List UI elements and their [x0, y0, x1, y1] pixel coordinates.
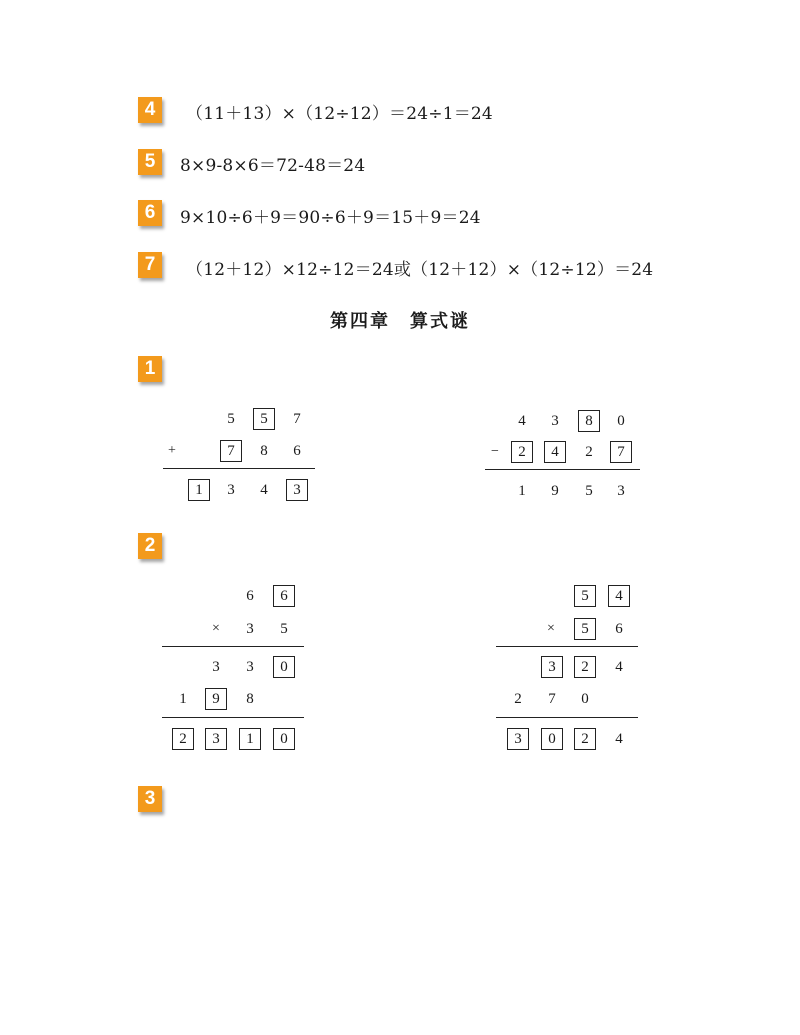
filled-digit-box: 6 [273, 585, 295, 607]
multiply-operator: × [547, 621, 555, 636]
digit: 7 [548, 691, 556, 707]
sum-line [162, 717, 304, 718]
filled-digit-box: 1 [239, 728, 261, 750]
digit: 1 [179, 691, 187, 707]
filled-digit-box: 4 [544, 441, 566, 463]
digit: 3 [551, 413, 559, 429]
filled-digit-box: 0 [273, 656, 295, 678]
digit: 7 [293, 411, 301, 427]
filled-digit-box: 3 [286, 479, 308, 501]
filled-digit-box: 5 [574, 585, 596, 607]
plus-operator: + [168, 443, 176, 458]
digit: 3 [212, 659, 220, 675]
sum-line [496, 717, 638, 718]
product-line [496, 646, 638, 647]
difference-line [485, 469, 640, 470]
digit: 3 [246, 659, 254, 675]
filled-digit-box: 2 [172, 728, 194, 750]
digit: 6 [615, 621, 623, 637]
filled-digit-box: 2 [511, 441, 533, 463]
digit: 6 [246, 588, 254, 604]
digit: 3 [227, 482, 235, 498]
minus-operator: − [491, 444, 499, 459]
filled-digit-box: 0 [541, 728, 563, 750]
digit: 4 [518, 413, 526, 429]
filled-digit-box: 9 [205, 688, 227, 710]
digit: 2 [514, 691, 522, 707]
filled-digit-box: 5 [253, 408, 275, 430]
item-number-badge: 7 [138, 252, 162, 278]
filled-digit-box: 5 [574, 618, 596, 640]
item-number-badge: 6 [138, 200, 162, 226]
digit: 0 [581, 691, 589, 707]
filled-digit-box: 2 [574, 728, 596, 750]
digit: 2 [585, 444, 593, 460]
digit: 5 [227, 411, 235, 427]
filled-digit-box: 4 [608, 585, 630, 607]
filled-digit-box: 3 [541, 656, 563, 678]
filled-digit-box: 7 [220, 440, 242, 462]
item-number-badge: 5 [138, 149, 162, 175]
filled-digit-box: 8 [578, 410, 600, 432]
equation-text: （12＋12）×12÷12＝24或（12＋12）×（12÷12）＝24 [186, 260, 654, 280]
digit: 5 [280, 621, 288, 637]
section-number-badge: 1 [138, 356, 162, 382]
filled-digit-box: 3 [205, 728, 227, 750]
filled-digit-box: 7 [610, 441, 632, 463]
digit: 8 [246, 691, 254, 707]
digit: 8 [260, 443, 268, 459]
digit: 0 [617, 413, 625, 429]
filled-digit-box: 3 [507, 728, 529, 750]
digit: 3 [617, 483, 625, 499]
equation-text: 8×9-8×6＝72-48＝24 [180, 156, 366, 176]
multiply-operator: × [212, 621, 220, 636]
digit: 5 [585, 483, 593, 499]
digit: 6 [293, 443, 301, 459]
filled-digit-box: 1 [188, 479, 210, 501]
section-number-badge: 3 [138, 786, 162, 812]
filled-digit-box: 0 [273, 728, 295, 750]
section-number-badge: 2 [138, 533, 162, 559]
digit: 3 [246, 621, 254, 637]
digit: 1 [518, 483, 526, 499]
digit: 9 [551, 483, 559, 499]
product-line [162, 646, 304, 647]
chapter-title: 第四章 算式谜 [330, 311, 470, 332]
digit: 4 [615, 731, 623, 747]
sum-line [163, 468, 315, 469]
digit: 4 [260, 482, 268, 498]
equation-text: （11＋13）×（12÷12）＝24÷1＝24 [186, 104, 493, 124]
filled-digit-box: 2 [574, 656, 596, 678]
item-number-badge: 4 [138, 97, 162, 123]
equation-text: 9×10÷6＋9＝90÷6＋9＝15＋9＝24 [180, 208, 481, 228]
digit: 4 [615, 659, 623, 675]
